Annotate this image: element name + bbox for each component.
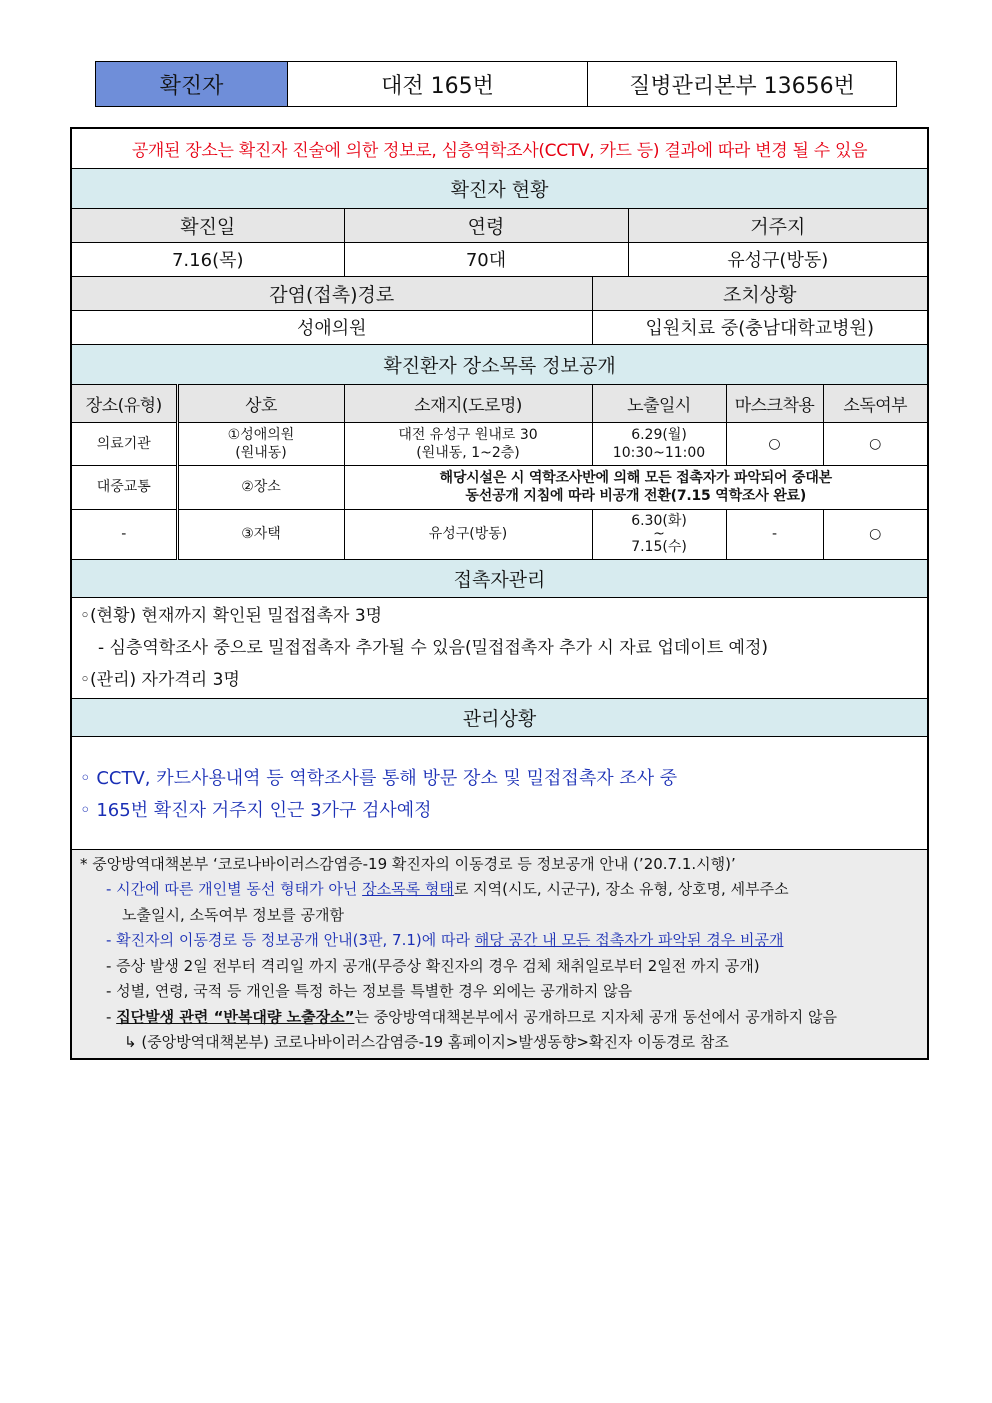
place-disinfect: ○: [823, 422, 928, 465]
contacts-status: ◦(현황) 현재까지 확인된 밀접접촉자 3명: [80, 605, 383, 626]
header-box: [95, 61, 897, 107]
management-line-2: ◦ 165번 확진자 거주지 인근 3가구 검사예정: [80, 799, 432, 821]
place-address: 유성구(방동): [344, 509, 592, 559]
col-place-type: 장소(유형): [71, 384, 177, 422]
value-residence: 유성구(방동): [628, 242, 928, 276]
contacts-body: [71, 597, 928, 698]
management-body: [71, 736, 928, 849]
place-name: ③자택: [177, 509, 344, 559]
label-infection-route: 감염(접촉)경로: [71, 276, 592, 310]
place-exposure-time: 6.30(화) ~ 7.15(수): [592, 509, 726, 559]
footnote-reference: ↳ (중앙방역대책본부) 코로나바이러스감염증-19 홈페이지>발생동향>확진자 이동경로 참조: [124, 1033, 729, 1051]
table-row: [71, 465, 928, 509]
place-type: 대중교통: [71, 465, 177, 509]
col-address: 소재지(도로명): [344, 384, 592, 422]
footnote-line: - 성별, 연령, 국적 등 개인을 특정 하는 정보를 특별한 경우 외에는 공개하지 않음: [106, 982, 633, 1000]
main-table: [70, 127, 929, 1060]
footnote-line: - 증상 발생 2일 전부터 격리일 까지 공개(무증상 확진자의 경우 검체 채취일로부터 2일전 까지 공개): [106, 956, 760, 975]
places-section-title: 확진환자 장소목록 정보공개: [71, 344, 928, 384]
header-local-id: 대전 165번: [288, 62, 588, 106]
col-place-name: 상호: [177, 384, 344, 422]
label-action: 조치상황: [592, 276, 928, 310]
col-disinfect: 소독여부: [823, 384, 928, 422]
header-label: 확진자: [96, 62, 288, 106]
table-row: [71, 509, 928, 559]
footnote-line: - 집단발생 관련 “반복대량 노출장소”는 중앙방역대책본부에서 공개하므로 지자체 공개 동선에서 공개하지 않음: [106, 1007, 838, 1026]
table-row: [71, 422, 928, 465]
management-section-title: 관리상황: [71, 698, 928, 736]
label-confirm-date: 확진일: [71, 208, 344, 242]
place-name: ①성애의원 (원내동): [177, 422, 344, 465]
place-type: 의료기관: [71, 422, 177, 465]
place-mask: -: [726, 509, 823, 559]
header-kcdc-id: 질병관리본부 13656번: [629, 73, 855, 99]
value-age: 70대: [344, 242, 628, 276]
notice-text: 공개된 장소는 확진자 진술에 의한 정보로, 심층역학조사(CCTV, 카드 등) 결과에 따라 변경 될 수 있음: [71, 128, 928, 168]
value-action: 입원치료 중(충남대학교병원): [592, 310, 928, 344]
value-infection-route: 성애의원: [71, 310, 592, 344]
footnote-title: * 중앙방역대책본부 ‘코로나바이러스감염증-19 확진자의 이동경로 등 정보공개 안내 (’20.7.1.시행)’: [80, 854, 736, 873]
contacts-management: ◦(관리) 자가격리 3명: [80, 669, 240, 690]
footnote-line: - 확진자의 이동경로 등 정보공개 안내(3판, 7.1)에 따라 해당 공간 내 모든 접촉자가 파악된 경우 비공개: [106, 931, 784, 949]
label-age: 연령: [344, 208, 628, 242]
value-confirm-date: 7.16(목): [71, 242, 344, 276]
place-address: 대전 유성구 원내로 30 (원내동, 1~2층): [344, 422, 592, 465]
contacts-note: - 심층역학조사 중으로 밀접접촉자 추가될 수 있음(밀접접촉자 추가 시 자료 업데이트 예정): [98, 637, 769, 658]
col-mask: 마스크착용: [726, 384, 823, 422]
place-name: ②장소: [177, 465, 344, 509]
place-disinfect: ○: [823, 509, 928, 559]
footnote-line: 노출일시, 소독여부 정보를 공개함: [122, 905, 344, 924]
footnote-line: - 시간에 따른 개인별 동선 형태가 아닌 장소목록 형태로 지역(시도, 시군구), 장소 유형, 상호명, 세부주소: [106, 880, 789, 898]
place-mask: ○: [726, 422, 823, 465]
place-type: -: [71, 509, 177, 559]
management-line-1: ◦ CCTV, 카드사용내역 등 역학조사를 통해 방문 장소 및 밀접접촉자 조사 중: [80, 767, 678, 789]
place-exposure-time: 6.29(월) 10:30~11:00: [592, 422, 726, 465]
contacts-section-title: 접촉자관리: [71, 559, 928, 597]
col-exposure-time: 노출일시: [592, 384, 726, 422]
footnote: [71, 849, 928, 1059]
label-residence: 거주지: [628, 208, 928, 242]
place-private-note: 해당시설은 시 역학조사반에 의해 모든 접촉자가 파악되어 중대본 동선공개 지침에 따라 비공개 전환(7.15 역학조사 완료): [344, 465, 928, 509]
status-section-title: 확진자 현황: [71, 168, 928, 208]
